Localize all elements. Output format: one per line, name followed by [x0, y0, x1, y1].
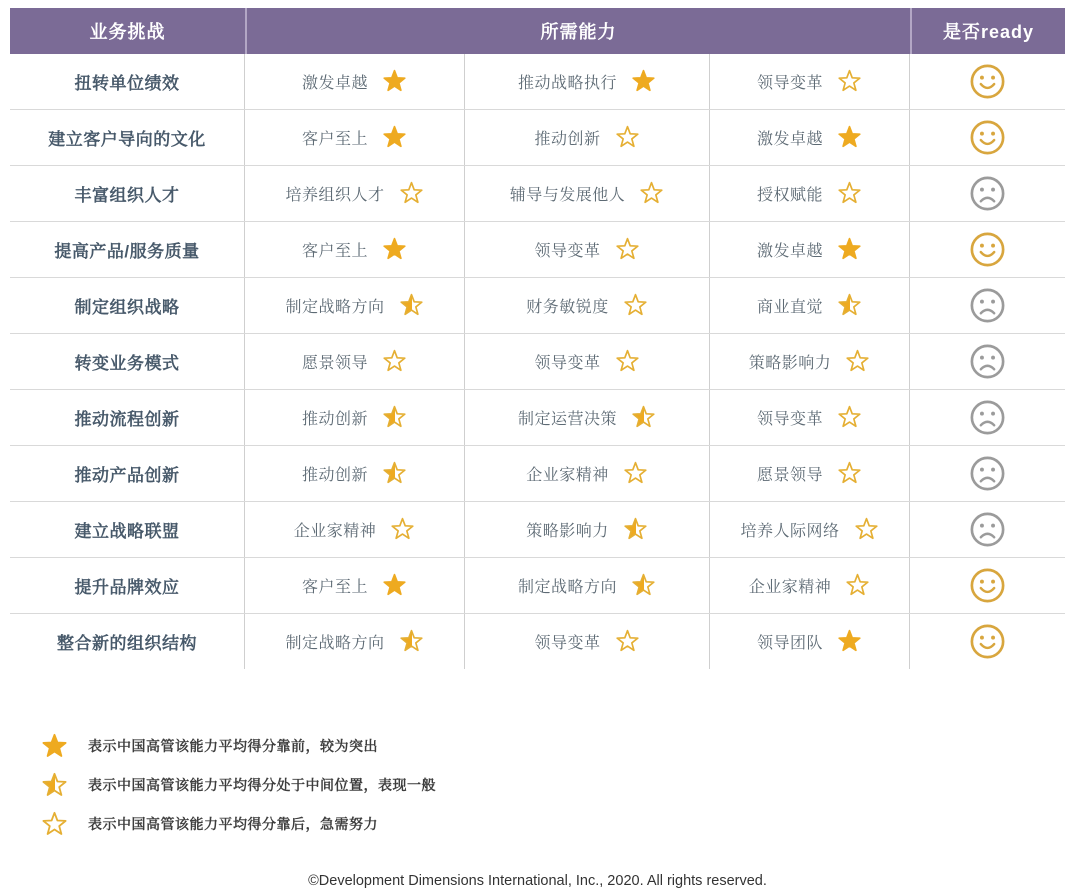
star-empty-icon [615, 125, 640, 150]
star-empty-icon [837, 69, 862, 94]
legend-item [40, 731, 1065, 761]
legend-label: 表示中国高管该能力平均得分靠后，急需努力 [88, 816, 378, 832]
capability-label: 愿景领导 [301, 355, 368, 372]
capability-cell [465, 558, 710, 613]
capability-cell [245, 54, 465, 109]
sad-face-icon [969, 175, 1006, 212]
challenge-label: 建立战略联盟 [74, 522, 180, 541]
star-empty-icon [623, 461, 648, 486]
star-half-icon [382, 461, 407, 486]
challenge-cell [10, 558, 245, 613]
star-filled-icon [382, 125, 407, 150]
capability-label: 客户至上 [301, 243, 368, 260]
star-empty-icon [854, 517, 879, 542]
readiness-table [10, 8, 1065, 669]
star-filled-icon [837, 629, 862, 654]
ready-cell [910, 390, 1065, 445]
legend-item [40, 809, 1065, 839]
capability-cell [465, 222, 710, 277]
capability-cell [710, 222, 910, 277]
star-half-icon [837, 293, 862, 318]
challenge-label: 整合新的组织结构 [57, 634, 197, 653]
capability-cell [465, 54, 710, 109]
challenge-cell [10, 110, 245, 165]
capability-cell [245, 390, 465, 445]
challenge-cell [10, 166, 245, 221]
star-half-icon [623, 517, 648, 542]
star-empty-icon [40, 811, 68, 838]
star-empty-icon [837, 181, 862, 206]
table-row [10, 502, 1065, 558]
legend-label: 表示中国高管该能力平均得分靠前，较为突出 [88, 738, 378, 754]
star-half-icon [382, 405, 407, 430]
capability-label: 领导团队 [756, 635, 823, 652]
challenge-label: 扭转单位绩效 [74, 74, 180, 93]
challenge-cell [10, 278, 245, 333]
challenge-label: 推动流程创新 [74, 410, 180, 429]
challenge-cell [10, 390, 245, 445]
capability-cell [245, 110, 465, 165]
challenge-cell [10, 446, 245, 501]
capability-cell [245, 446, 465, 501]
challenge-label: 建立客户导向的文化 [48, 130, 206, 149]
capability-label: 商业直觉 [756, 299, 823, 316]
ready-cell [910, 222, 1065, 277]
capability-cell [245, 222, 465, 277]
capability-cell [465, 278, 710, 333]
capability-cell [710, 278, 910, 333]
star-half-icon [631, 573, 656, 598]
capability-cell [465, 110, 710, 165]
capability-cell [245, 614, 465, 669]
capability-label: 培养组织人才 [285, 187, 385, 204]
legend-item [40, 770, 1065, 800]
star-empty-icon [623, 293, 648, 318]
capability-cell [710, 166, 910, 221]
capability-cell [465, 502, 710, 557]
capability-label: 制定战略方向 [517, 579, 617, 596]
sad-face-icon [969, 343, 1006, 380]
capability-label: 制定运营决策 [517, 411, 617, 428]
capability-cell [465, 166, 710, 221]
challenge-label: 提高产品/服务质量 [54, 242, 200, 261]
challenge-label: 制定组织战略 [74, 298, 180, 317]
star-half-icon [399, 293, 424, 318]
capability-label: 制定战略方向 [285, 635, 385, 652]
capability-label: 激发卓越 [756, 243, 823, 260]
happy-face-icon [969, 623, 1006, 660]
capability-label: 领导变革 [756, 411, 823, 428]
capability-cell [465, 334, 710, 389]
star-filled-icon [382, 69, 407, 94]
happy-face-icon [969, 63, 1006, 100]
capability-cell [465, 390, 710, 445]
ready-cell [910, 166, 1065, 221]
ready-cell [910, 446, 1065, 501]
capability-label: 客户至上 [301, 579, 368, 596]
capability-label: 激发卓越 [301, 75, 368, 92]
ready-cell [910, 558, 1065, 613]
header-ready: 是否ready [910, 8, 1065, 54]
capability-cell [710, 614, 910, 669]
capability-cell [710, 390, 910, 445]
capability-label: 财务敏锐度 [526, 299, 609, 316]
table-row [10, 278, 1065, 334]
ready-cell [910, 614, 1065, 669]
capability-cell [710, 502, 910, 557]
happy-face-icon [969, 119, 1006, 156]
star-empty-icon [845, 349, 870, 374]
happy-face-icon [969, 567, 1006, 604]
capability-label: 领导变革 [534, 355, 601, 372]
challenge-cell [10, 614, 245, 669]
star-empty-icon [845, 573, 870, 598]
capability-label: 客户至上 [301, 131, 368, 148]
star-empty-icon [399, 181, 424, 206]
legend [40, 731, 1065, 839]
sad-face-icon [969, 455, 1006, 492]
challenge-label: 转变业务模式 [74, 354, 180, 373]
challenge-label: 丰富组织人才 [74, 186, 180, 205]
capability-cell [710, 334, 910, 389]
capability-cell [245, 166, 465, 221]
capability-cell [245, 502, 465, 557]
capability-label: 推动创新 [301, 467, 368, 484]
table-row [10, 222, 1065, 278]
challenge-cell [10, 502, 245, 557]
star-empty-icon [639, 181, 664, 206]
header-challenge: 业务挑战 [89, 22, 166, 42]
capability-label: 策略影响力 [748, 355, 832, 372]
capability-label: 企业家精神 [748, 579, 832, 596]
star-empty-icon [837, 461, 862, 486]
star-half-icon [631, 405, 656, 430]
ready-cell [910, 54, 1065, 109]
capability-label: 推动创新 [301, 411, 368, 428]
challenge-label: 提升品牌效应 [74, 578, 180, 597]
capability-label: 推动战略执行 [517, 75, 617, 92]
capability-label: 领导变革 [534, 243, 601, 260]
ready-cell [910, 110, 1065, 165]
sad-face-icon [969, 399, 1006, 436]
capability-label: 领导变革 [756, 75, 823, 92]
capability-cell [710, 110, 910, 165]
star-filled-icon [40, 733, 68, 760]
capability-label: 激发卓越 [756, 131, 823, 148]
capability-cell [710, 558, 910, 613]
capability-cell [245, 278, 465, 333]
capability-cell [245, 558, 465, 613]
table-row [10, 558, 1065, 614]
capability-cell [710, 54, 910, 109]
challenge-cell [10, 334, 245, 389]
star-filled-icon [382, 237, 407, 262]
star-empty-icon [837, 405, 862, 430]
challenge-cell [10, 222, 245, 277]
table-row [10, 446, 1065, 502]
legend-label: 表示中国高管该能力平均得分处于中间位置，表现一般 [88, 777, 436, 793]
sad-face-icon [969, 287, 1006, 324]
ready-cell [910, 334, 1065, 389]
star-half-icon [399, 629, 424, 654]
table-body [10, 54, 1065, 669]
capability-label: 授权赋能 [756, 187, 823, 204]
capability-cell [245, 334, 465, 389]
sad-face-icon [969, 511, 1006, 548]
table-row [10, 54, 1065, 110]
star-empty-icon [615, 237, 640, 262]
table-row [10, 110, 1065, 166]
challenge-cell [10, 54, 245, 109]
capability-label: 愿景领导 [756, 467, 823, 484]
table-row [10, 166, 1065, 222]
star-filled-icon [837, 237, 862, 262]
table-row [10, 390, 1065, 446]
happy-face-icon [969, 231, 1006, 268]
capability-label: 企业家精神 [526, 467, 609, 484]
star-filled-icon [382, 573, 407, 598]
table-row [10, 334, 1065, 390]
capability-label: 企业家精神 [293, 523, 377, 540]
star-filled-icon [631, 69, 656, 94]
ready-cell [910, 502, 1065, 557]
capability-label: 推动创新 [534, 131, 601, 148]
star-empty-icon [615, 349, 640, 374]
star-empty-icon [390, 517, 415, 542]
capability-cell [465, 446, 710, 501]
header-capabilities: 所需能力 [245, 8, 910, 54]
capability-label: 培养人际网络 [740, 523, 840, 540]
table-row [10, 614, 1065, 669]
star-half-icon [40, 772, 68, 799]
table-header [10, 8, 1065, 54]
capability-label: 策略影响力 [526, 523, 609, 540]
copyright: ©Development Dimensions International, Inc., 2020. All rights reserved. [308, 873, 767, 889]
star-filled-icon [837, 125, 862, 150]
capability-label: 辅导与发展他人 [509, 187, 626, 204]
star-empty-icon [615, 629, 640, 654]
capability-cell [465, 614, 710, 669]
capability-label: 领导变革 [534, 635, 601, 652]
capability-label: 制定战略方向 [285, 299, 385, 316]
ready-cell [910, 278, 1065, 333]
capability-cell [710, 446, 910, 501]
star-empty-icon [382, 349, 407, 374]
challenge-label: 推动产品创新 [74, 466, 180, 485]
